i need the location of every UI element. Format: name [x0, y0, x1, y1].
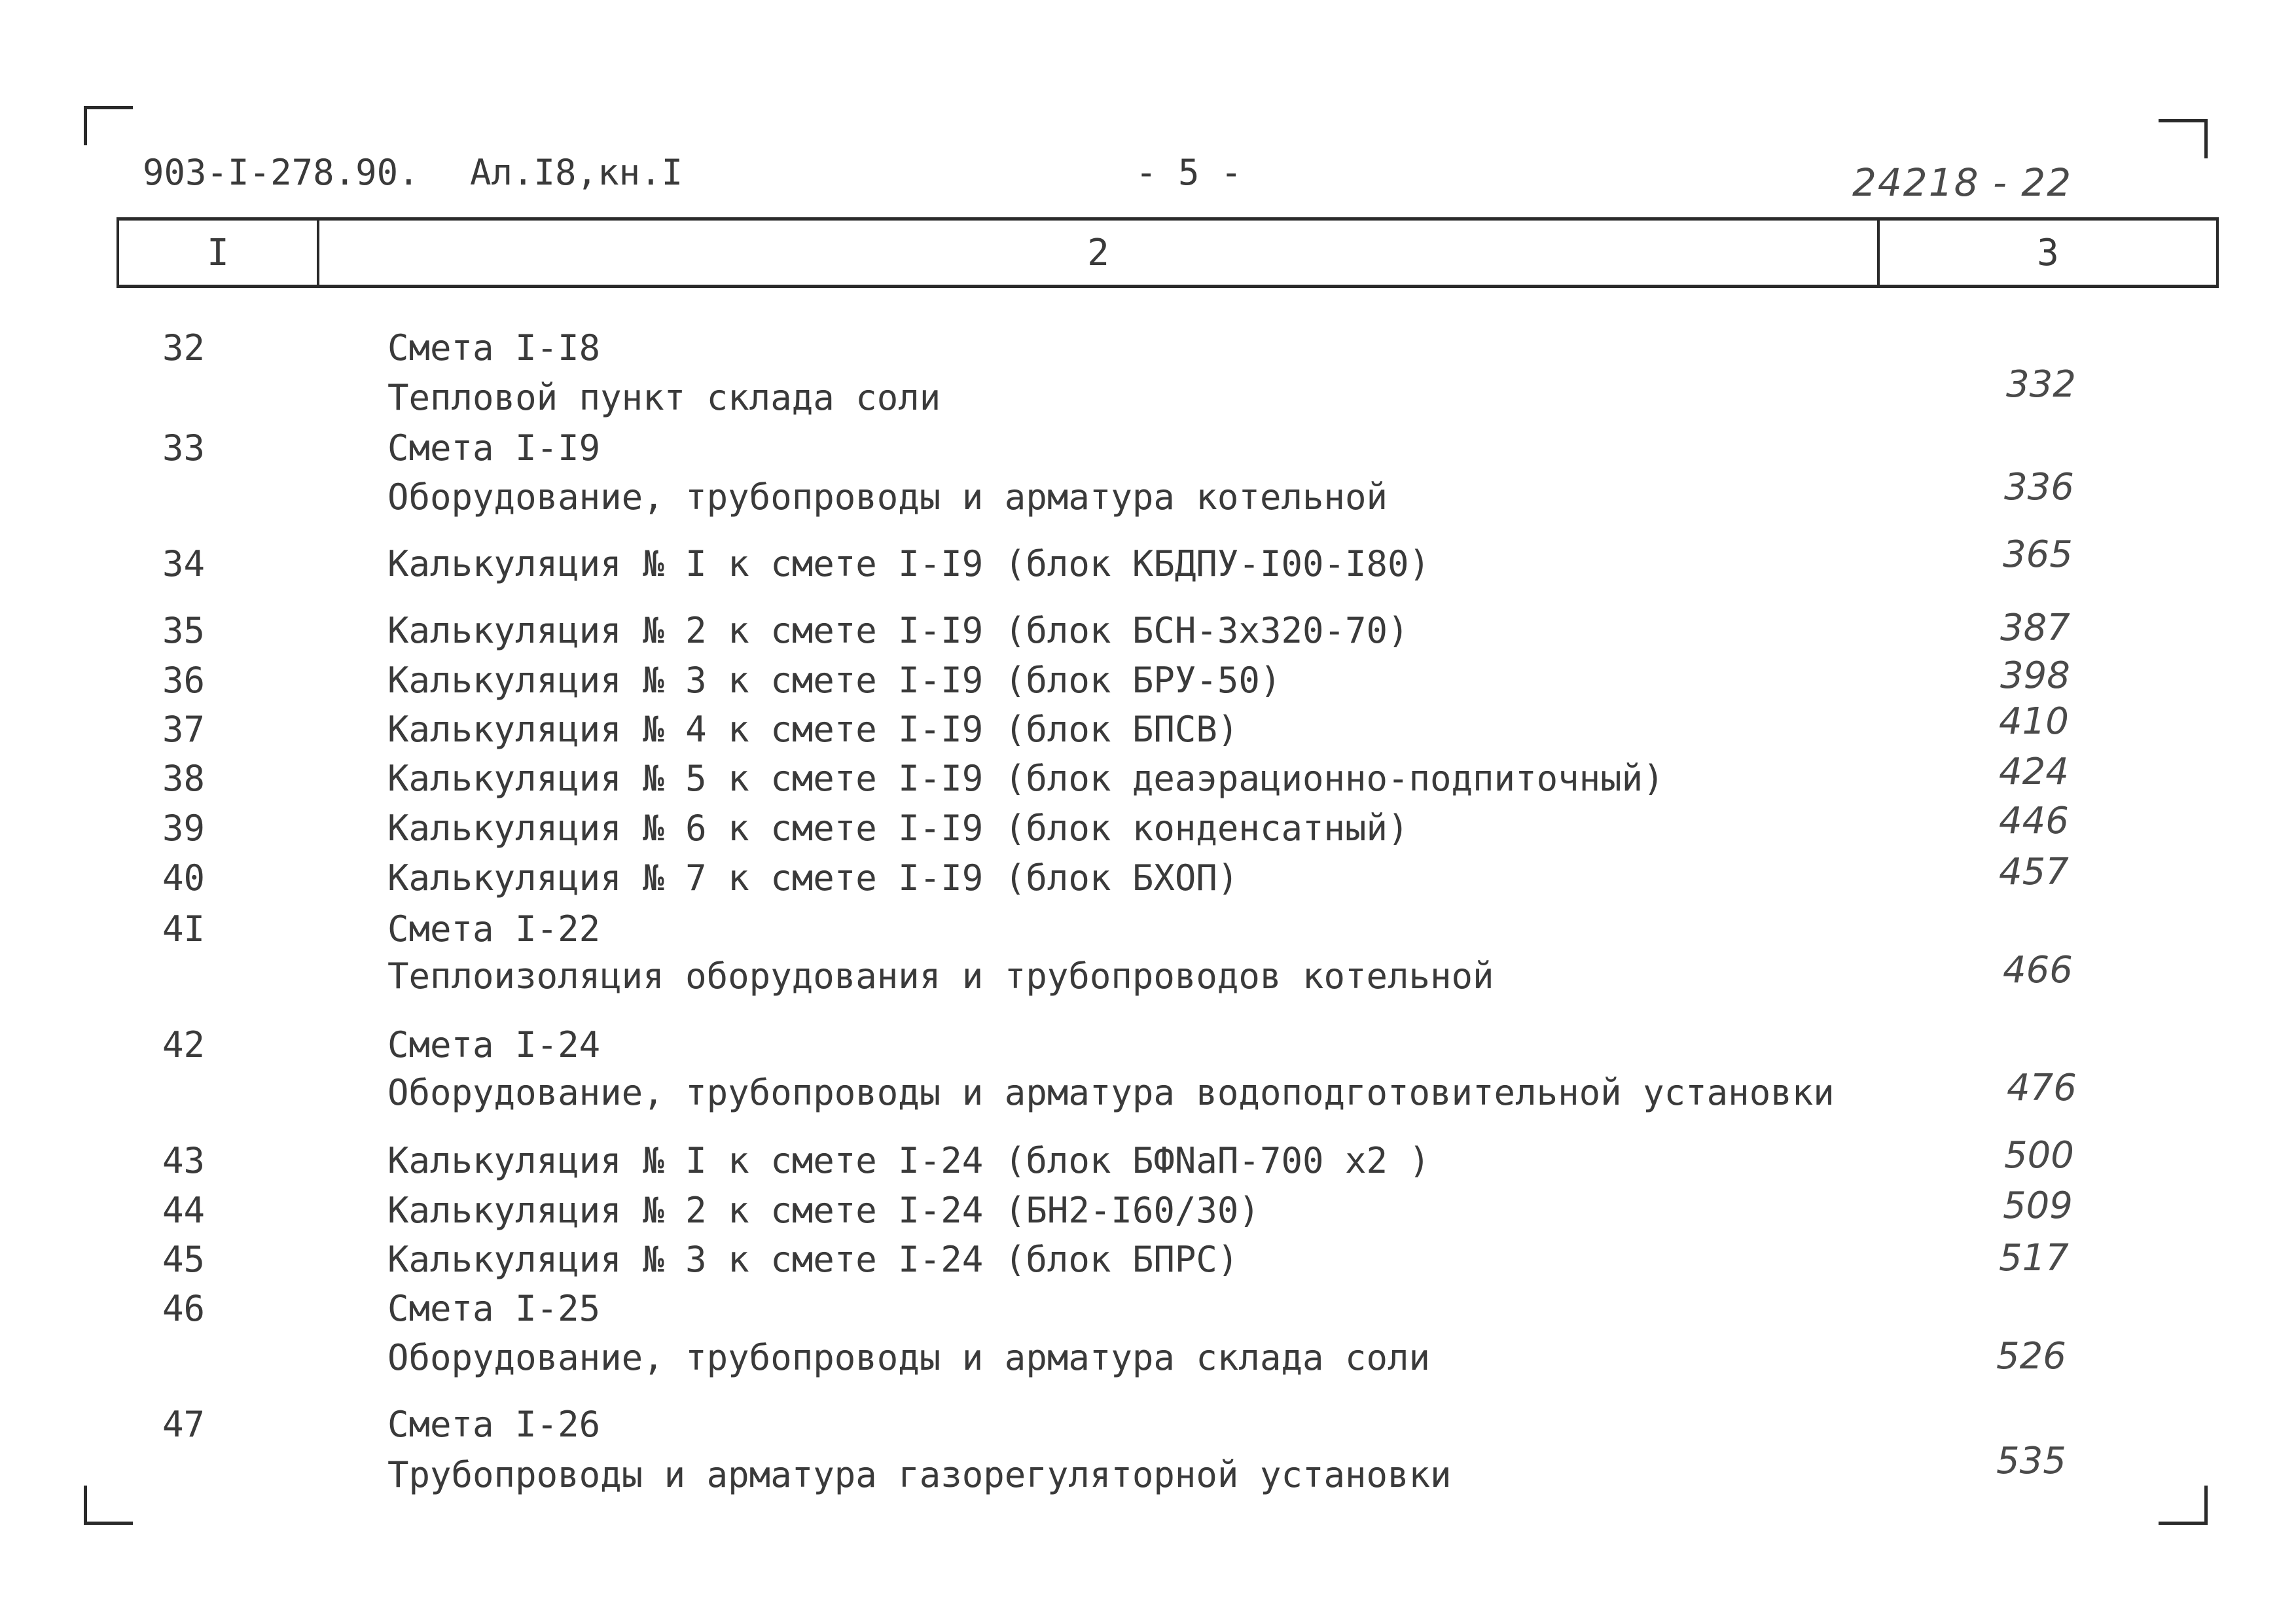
item-number: 38: [162, 758, 206, 799]
item-page: 526: [1996, 1335, 2066, 1378]
item-number: 45: [162, 1239, 206, 1280]
item-number: 42: [162, 1024, 206, 1065]
item-title: Смета I-26: [387, 1404, 601, 1445]
item-subtitle: Трубопроводы и арматура газорегуляторной установки: [387, 1454, 1452, 1495]
item-subtitle: Оборудование, трубопроводы и арматура водоподготовительной установки: [387, 1072, 1835, 1113]
item-page: 457: [1999, 851, 2069, 893]
frame-corner-top-right: [2159, 119, 2208, 158]
item-title: Смета I-I8: [387, 327, 601, 368]
item-number: 34: [162, 543, 206, 584]
item-page: 332: [2006, 363, 2076, 406]
column-header-1: I: [119, 221, 319, 285]
item-subtitle: Оборудование, трубопроводы и арматура склада соли: [387, 1337, 1431, 1378]
item-page: 410: [1999, 700, 2069, 743]
item-title: Смета I-24: [387, 1024, 601, 1065]
column-header-row: [117, 217, 2219, 288]
item-number: 43: [162, 1140, 206, 1181]
item-number: 39: [162, 808, 206, 849]
item-page: 466: [2003, 949, 2073, 991]
item-page: 446: [1999, 800, 2069, 842]
item-title: Калькуляция № 7 к смете I-I9 (блок БХОП): [387, 857, 1239, 899]
page-number: - 5 -: [1136, 152, 1242, 193]
item-title: Калькуляция № 6 к смете I-I9 (блок конденсатный): [387, 808, 1409, 849]
item-number: 33: [162, 427, 206, 469]
item-number: 47: [162, 1404, 206, 1445]
item-title: Калькуляция № I к смете I-I9 (блок КБДПУ-I00-I80): [387, 543, 1431, 584]
item-title: Калькуляция № 3 к смете I-I9 (блок БРУ-50): [387, 660, 1282, 701]
item-title: Калькуляция № 2 к смете I-I9 (блок БСН-3х320-70): [387, 610, 1409, 651]
document-code: 903-I-278.90.: [143, 152, 420, 193]
item-number: 40: [162, 857, 206, 899]
item-number: 36: [162, 660, 206, 701]
item-title: Смета I-25: [387, 1288, 601, 1329]
item-title: Калькуляция № I к смете I-24 (блок БФNaП-700 х2 ): [387, 1140, 1431, 1181]
column-header-3: 3: [2037, 231, 2059, 274]
column-header-2: 2: [319, 221, 1880, 285]
item-subtitle: Тепловой пункт склада соли: [387, 377, 941, 418]
handwritten-archive-number: 24218 - 22: [1852, 160, 2073, 205]
item-number: 4I: [162, 908, 206, 950]
item-number: 37: [162, 709, 206, 750]
item-title: Калькуляция № 2 к смете I-24 (БН2-I60/30): [387, 1190, 1260, 1231]
item-title: Калькуляция № 4 к смете I-I9 (блок БПСВ): [387, 709, 1239, 750]
item-page: 424: [1999, 751, 2069, 793]
item-page: 387: [2000, 607, 2070, 649]
item-page: 500: [2004, 1134, 2074, 1177]
item-title: Калькуляция № 3 к смете I-24 (блок БПРС): [387, 1239, 1239, 1280]
item-number: 35: [162, 610, 206, 651]
album-reference: Ал.I8,кн.I: [470, 152, 683, 193]
item-page: 365: [2003, 533, 2073, 576]
item-number: 46: [162, 1288, 206, 1329]
item-title: Калькуляция № 5 к смете I-I9 (блок деаэрационно-подпиточный): [387, 758, 1664, 799]
item-title: Смета I-I9: [387, 427, 601, 469]
item-subtitle: Теплоизоляция оборудования и трубопроводов котельной: [387, 955, 1494, 997]
frame-corner-top-left: [84, 106, 133, 145]
item-page: 509: [2003, 1185, 2073, 1227]
item-number: 44: [162, 1190, 206, 1231]
frame-corner-bottom-right: [2159, 1486, 2208, 1525]
item-page: 517: [1999, 1237, 2069, 1279]
item-subtitle: Оборудование, трубопроводы и арматура котельной: [387, 476, 1388, 518]
item-title: Смета I-22: [387, 908, 601, 950]
item-page: 336: [2004, 466, 2074, 508]
item-number: 32: [162, 327, 206, 368]
item-page: 398: [2000, 654, 2070, 697]
frame-corner-bottom-left: [84, 1486, 133, 1525]
item-page: 535: [1996, 1440, 2066, 1482]
item-page: 476: [2007, 1067, 2077, 1109]
